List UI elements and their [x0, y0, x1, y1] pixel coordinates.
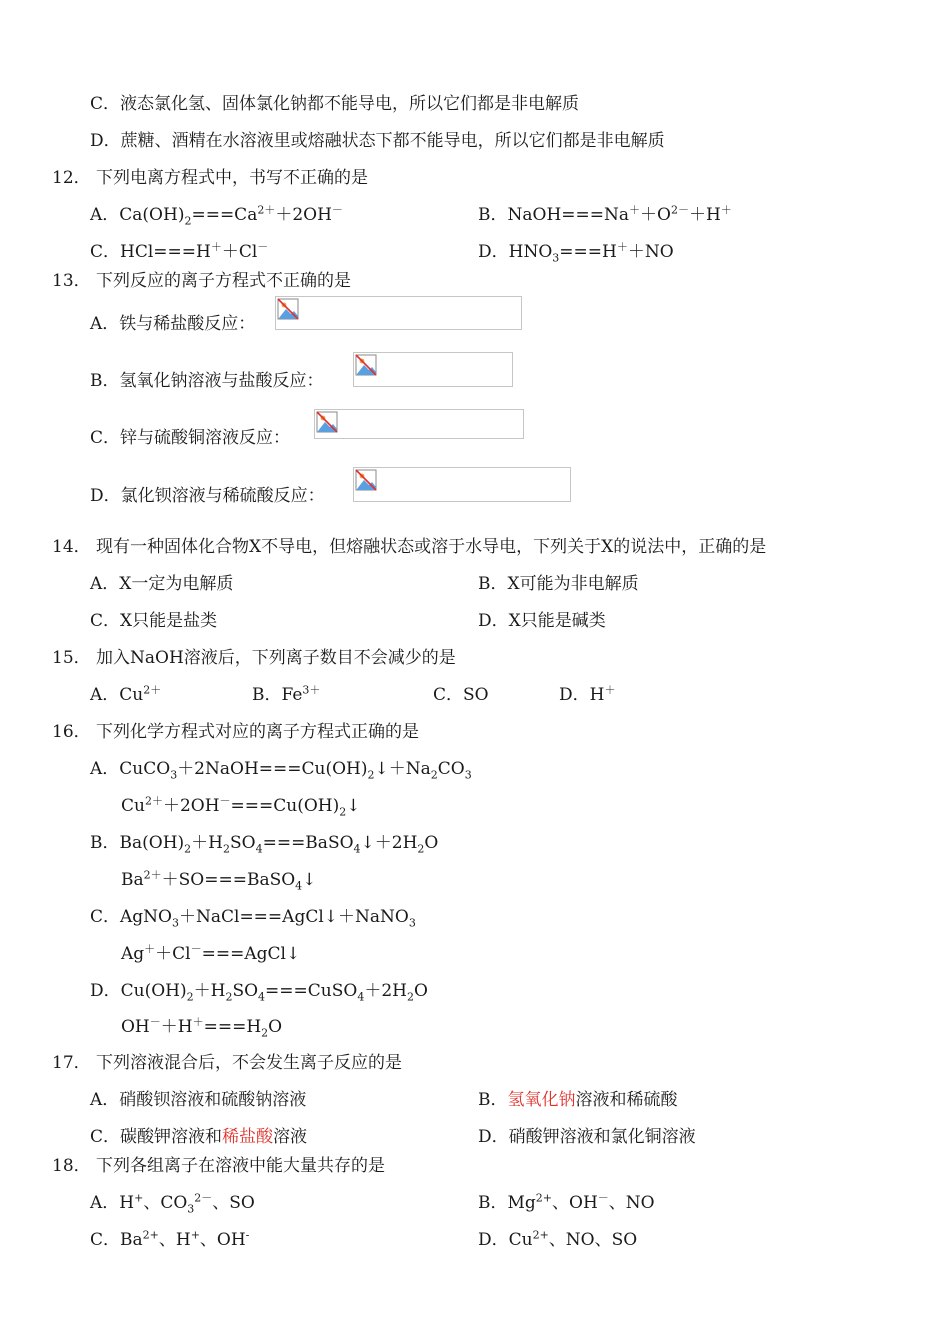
q16-option-c-ionic: Ag＋＋Cl－===AgCl↓ [121, 942, 301, 964]
broken-image-icon [316, 411, 338, 433]
q14-option-a: A．X一定为电解质 [90, 574, 234, 594]
q15-option-c: C．SO [433, 685, 489, 705]
broken-image-icon [355, 354, 377, 376]
highlighted-term: 氢氧化钠 [507, 1090, 576, 1110]
q11-option-c: C．液态氯化氢、固体氯化钠都不能导电，所以它们都是非电解质 [90, 94, 580, 114]
q13-option-c: C．锌与硫酸铜溶液反应： [90, 428, 291, 448]
q12-option-d: D．$HNO_3===H^++NO$ [478, 240, 674, 265]
q12-option-a: A．$Ca(OH)_2===Ca^{2+}+2OH^-$ [90, 203, 343, 228]
q18-option-d: D．$Cu^{2+}$、NO、SO [478, 1228, 638, 1250]
q13-stem: 13． 下列反应的离子方程式不正确的是 [52, 271, 352, 291]
q12-option-b: B．$NaOH===Na^++O^{2-}+H^+$ [478, 203, 732, 225]
q16-option-a-ionic: $Cu^{2+}+2OH^-===Cu(OH)_2↓$ [121, 794, 361, 819]
q13-c-equation-image [314, 409, 524, 439]
q13-option-b: B．氢氧化钠溶液与盐酸反应： [90, 371, 324, 391]
q13-a-equation-image [275, 296, 522, 330]
q18-stem: 18． 下列各组离子在溶液中能大量共存的是 [52, 1156, 386, 1176]
q13-option-a: A．铁与稀盐酸反应： [90, 314, 256, 334]
q15-option-b: B．$Fe^{3+}$ [252, 683, 321, 705]
q16-option-a-equation: A．$CuCO_3+2NaOH===Cu(OH)_2↓+Na_2CO_3$ [90, 759, 472, 782]
q18-option-c: C．$Ba^{2+}$、H+、OH- [90, 1228, 250, 1250]
q16-option-b-equation: B．$Ba(OH)_2+H_2SO_4===BaSO_4↓+2H_2O$ [90, 833, 439, 856]
q13-b-equation-image [353, 352, 513, 387]
q14-stem: 14． 现有一种固体化合物X不导电，但熔融状态或溶于水导电，下列关于X的说法中，正确的是 [52, 537, 767, 557]
q17-option-c: C．碳酸钾溶液和稀盐酸溶液 [90, 1127, 308, 1147]
q16-option-d-ionic: $OH^-+H^+===H_2O$ [121, 1015, 283, 1040]
q15-option-d: D．H＋ [559, 683, 616, 705]
q12-stem: 12． 下列电离方程式中，书写不正确的是 [52, 168, 369, 188]
q18-option-b: B．$Mg^{2+}$、OH－、NO [478, 1191, 655, 1213]
q11-option-d: D．蔗糖、酒精在水溶液里或熔融状态下都不能导电，所以它们都是非电解质 [90, 131, 665, 151]
q16-option-c-equation: C．AgNO$_3$＋NaCl===AgCl↓＋NaNO$_3$ [90, 907, 416, 930]
highlighted-term: 稀盐酸 [222, 1127, 274, 1147]
q13-option-d: D．氯化钡溶液与稀硫酸反应： [90, 486, 325, 506]
q17-option-b: B．氢氧化钠溶液和稀硫酸 [478, 1090, 678, 1110]
q15-stem: 15． 加入NaOH溶液后，下列离子数目不会减少的是 [52, 648, 456, 668]
q17-stem: 17． 下列溶液混合后，不会发生离子反应的是 [52, 1053, 403, 1073]
q18-option-a: A．H+、$CO_3^{2-}$、SO [90, 1191, 255, 1216]
broken-image-icon [355, 469, 377, 491]
q16-option-d-equation: D．$Cu(OH)_2+H_2SO_4===CuSO_4+2H_2O$ [90, 981, 428, 1004]
q16-stem: 16． 下列化学方程式对应的离子方程式正确的是 [52, 722, 420, 742]
q14-option-c: C．X只能是盐类 [90, 611, 218, 631]
q14-option-b: B．X可能为非电解质 [478, 574, 639, 594]
broken-image-icon [277, 298, 299, 320]
q14-option-d: D．X只能是碱类 [478, 611, 606, 631]
q17-option-a: A．硝酸钡溶液和硫酸钠溶液 [90, 1090, 307, 1110]
q13-d-equation-image [353, 467, 571, 502]
q12-option-c: C．HCl===H＋＋Cl－ [90, 240, 269, 262]
q15-option-a: A．$Cu^{2+}$ [90, 683, 162, 705]
q16-option-b-ionic: $Ba^{2+}+SO===BaSO_4↓$ [121, 868, 317, 893]
q17-option-d: D．硝酸钾溶液和氯化铜溶液 [478, 1127, 696, 1147]
